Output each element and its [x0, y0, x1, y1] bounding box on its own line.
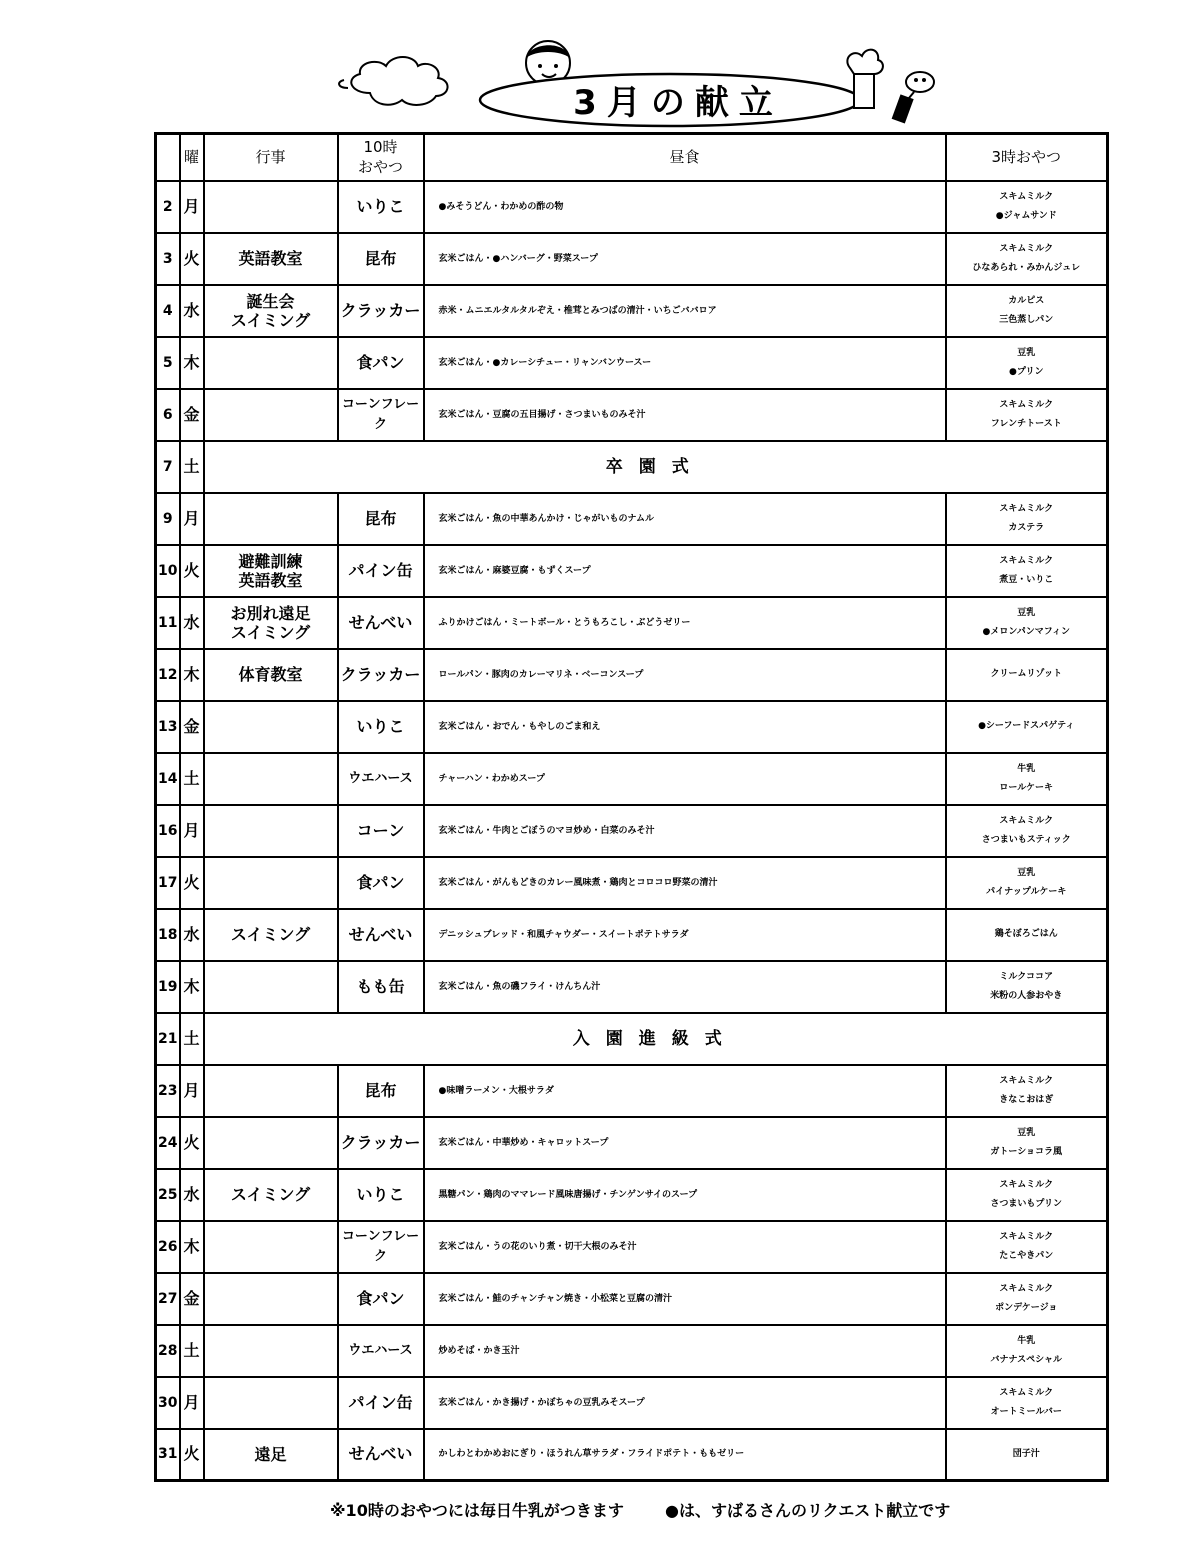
snack3-cell: [946, 181, 1108, 233]
snack10-cell: コーン: [338, 805, 424, 857]
snack3-line: ●シーフードスパゲティ: [978, 721, 1075, 731]
weekday-cell: 土: [180, 1325, 204, 1377]
event-line: 誕生会: [246, 291, 295, 311]
snack10-header: [338, 134, 424, 181]
snack3-line: ひなあられ・みかんジュレ: [972, 262, 1081, 273]
weekday-cell: 水: [180, 909, 204, 961]
date-cell: 27: [156, 1273, 180, 1325]
event-cell: [204, 1429, 338, 1481]
snack10-cell: パイン缶: [338, 545, 424, 597]
snack3-cell: [946, 1273, 1108, 1325]
snack10-cell: せんべい: [338, 909, 424, 961]
weekday-cell: 月: [180, 1065, 204, 1117]
snack3-cell: [946, 285, 1108, 337]
table-row: [156, 1169, 1108, 1221]
lunch-cell: 玄米ごはん・中華炒め・キャロットスープ: [424, 1117, 946, 1169]
snack10-cell: ウエハース: [338, 753, 424, 805]
snack3-line: スキムミルク: [999, 1387, 1054, 1398]
snack10-header-line: 10時: [363, 138, 398, 157]
date-cell: 24: [156, 1117, 180, 1169]
date-cell: 9: [156, 493, 180, 545]
event-cell: [204, 545, 338, 597]
table-row: [156, 857, 1108, 909]
event-cell: [204, 233, 338, 285]
table-row: [156, 1221, 1108, 1273]
snack3-cell: [946, 545, 1108, 597]
snack3-cell: [946, 597, 1108, 649]
menu-table: [154, 132, 1109, 1482]
weekday-cell: 木: [180, 337, 204, 389]
table-header-row: [156, 134, 1108, 181]
lunch-cell: 玄米ごはん・麻婆豆腐・もずくスープ: [424, 545, 946, 597]
snack3-line: 豆乳: [1017, 347, 1036, 358]
table-row: [156, 753, 1108, 805]
lunch-cell: 玄米ごはん・豆腐の五目揚げ・さつまいものみそ汁: [424, 389, 946, 441]
weekday-cell: 月: [180, 805, 204, 857]
date-cell: 11: [156, 597, 180, 649]
table-row: [156, 285, 1108, 337]
event-line: 避難訓練: [238, 551, 303, 571]
snack10-cell: 食パン: [338, 1273, 424, 1325]
event-cell: [204, 1377, 338, 1429]
snack10-cell: いりこ: [338, 1169, 424, 1221]
table-row: [156, 649, 1108, 701]
snack3-line: きなこおはぎ: [999, 1094, 1054, 1105]
event-line: 体育教室: [238, 665, 303, 684]
snack3-line: 米粉の人参おやき: [990, 990, 1063, 1001]
date-cell: 10: [156, 545, 180, 597]
snack3-line: ポンデケージョ: [995, 1302, 1058, 1313]
snack3-cell: [946, 1221, 1108, 1273]
weekday-cell: 水: [180, 1169, 204, 1221]
table-row: [156, 545, 1108, 597]
event-cell: [204, 805, 338, 857]
event-cell: [204, 1117, 338, 1169]
table-row: [156, 597, 1108, 649]
weekday-cell: 月: [180, 181, 204, 233]
snack3-line: 牛乳: [1017, 763, 1036, 774]
event-line: お別れ遠足: [230, 603, 311, 623]
date-cell: 28: [156, 1325, 180, 1377]
event-cell: [204, 285, 338, 337]
event-cell: [204, 649, 338, 701]
snack3-line: パイナップルケーキ: [986, 886, 1067, 897]
snack10-header-line: おやつ: [357, 158, 403, 177]
snack3-cell: [946, 1377, 1108, 1429]
weekday-cell: 土: [180, 753, 204, 805]
snack10-cell: もも缶: [338, 961, 424, 1013]
snack3-cell: [946, 233, 1108, 285]
snack3-line: 豆乳: [1017, 1127, 1036, 1138]
table-row: [156, 441, 1108, 493]
snack3-cell: [946, 961, 1108, 1013]
event-cell: [204, 597, 338, 649]
table-row: [156, 1429, 1108, 1481]
weekday-cell: 土: [180, 1013, 204, 1065]
date-cell: 16: [156, 805, 180, 857]
snack3-line: スキムミルク: [999, 399, 1054, 410]
snack3-line: スキムミルク: [999, 1075, 1054, 1086]
event-cell: [204, 389, 338, 441]
date-cell: 30: [156, 1377, 180, 1429]
weekday-header: 曜: [180, 134, 204, 181]
event-line: 英語教室: [238, 570, 303, 590]
date-cell: 3: [156, 233, 180, 285]
date-cell: 14: [156, 753, 180, 805]
table-row: [156, 493, 1108, 545]
snack3-line: スキムミルク: [999, 503, 1054, 514]
date-cell: 4: [156, 285, 180, 337]
snack10-cell: 食パン: [338, 337, 424, 389]
event-cell: [204, 961, 338, 1013]
snack10-cell: クラッカー: [338, 649, 424, 701]
snack3-line: スキムミルク: [999, 1231, 1054, 1242]
snack3-cell: [946, 805, 1108, 857]
snack10-cell: コーンフレーク: [338, 1221, 424, 1273]
snack10-cell: パイン缶: [338, 1377, 424, 1429]
snack3-line: 三色蒸しパン: [999, 314, 1054, 325]
snack3-cell: [946, 1429, 1108, 1481]
date-cell: 18: [156, 909, 180, 961]
snack3-line: スキムミルク: [999, 191, 1054, 202]
table-row: [156, 1325, 1108, 1377]
snack10-cell: せんべい: [338, 597, 424, 649]
table-row: [156, 181, 1108, 233]
snack3-line: たこやきパン: [999, 1250, 1054, 1261]
date-cell: 26: [156, 1221, 180, 1273]
table-row: [156, 389, 1108, 441]
snack3-line: バナナスペシャル: [990, 1354, 1062, 1365]
snack10-cell: 昆布: [338, 493, 424, 545]
lunch-cell: 玄米ごはん・鮭のチャンチャン焼き・小松菜と豆腐の清汁: [424, 1273, 946, 1325]
snack3-line: フレンチトースト: [990, 418, 1062, 429]
event-cell: [204, 701, 338, 753]
table-row: [156, 1065, 1108, 1117]
event-line: 英語教室: [238, 249, 303, 268]
snack10-cell: せんべい: [338, 1429, 424, 1481]
snack3-line: ●メロンパンマフィン: [982, 626, 1070, 637]
event-cell: [204, 1325, 338, 1377]
snack3-cell: [946, 701, 1108, 753]
lunch-cell: ロールパン・豚肉のカレーマリネ・ベーコンスープ: [424, 649, 946, 701]
date-cell: 17: [156, 857, 180, 909]
lunch-cell: デニッシュブレッド・和風チャウダー・スイートポテトサラダ: [424, 909, 946, 961]
snack3-cell: [946, 649, 1108, 701]
table-row: [156, 1013, 1108, 1065]
snack10-cell: コーンフレーク: [338, 389, 424, 441]
date-cell: 12: [156, 649, 180, 701]
table-row: [156, 1117, 1108, 1169]
snack3-line: ●プリン: [1009, 366, 1044, 377]
weekday-cell: 火: [180, 1429, 204, 1481]
event-cell: [204, 1065, 338, 1117]
snack3-line: スキムミルク: [999, 815, 1054, 826]
footnote-request: ●は、すばるさんのリクエスト献立です: [664, 1501, 951, 1520]
lunch-cell: 玄米ごはん・●カレーシチュー・リャンバンウースー: [424, 337, 946, 389]
event-cell: [204, 337, 338, 389]
snack3-line: さつまいもスティック: [981, 834, 1071, 845]
date-cell: 7: [156, 441, 180, 493]
snack3-line: ミルクココア: [999, 971, 1054, 982]
snack10-cell: 食パン: [338, 857, 424, 909]
weekday-cell: 木: [180, 649, 204, 701]
snack3-line: オートミールバー: [990, 1406, 1062, 1417]
snack3-line: 団子汁: [1012, 1448, 1040, 1459]
date-cell: 31: [156, 1429, 180, 1481]
lunch-cell: 玄米ごはん・うの花のいり煮・切干大根のみそ汁: [424, 1221, 946, 1273]
lunch-cell: 玄米ごはん・●ハンバーグ・野菜スープ: [424, 233, 946, 285]
snack10-cell: ウエハース: [338, 1325, 424, 1377]
date-header: [156, 134, 180, 181]
event-cell: [204, 1273, 338, 1325]
event-cell: [204, 1169, 338, 1221]
event-line: スイミング: [230, 310, 311, 330]
weekday-cell: 火: [180, 857, 204, 909]
date-cell: 5: [156, 337, 180, 389]
table-row: [156, 233, 1108, 285]
date-cell: 23: [156, 1065, 180, 1117]
snack10-cell: いりこ: [338, 701, 424, 753]
lunch-cell: チャーハン・わかめスープ: [424, 753, 946, 805]
event-cell: [204, 181, 338, 233]
event-cell: [204, 909, 338, 961]
date-cell: 2: [156, 181, 180, 233]
page-title: 3月の献立: [573, 82, 783, 123]
event-header: 行事: [204, 134, 338, 181]
snack10-cell: 昆布: [338, 233, 424, 285]
lunch-header: 昼食: [424, 134, 946, 181]
footnote: [330, 1498, 1030, 1522]
lunch-cell: 玄米ごはん・魚の中華あんかけ・じゃがいものナムル: [424, 493, 946, 545]
event-line: 遠足: [254, 1444, 287, 1464]
snack3-cell: [946, 1325, 1108, 1377]
table-row: [156, 337, 1108, 389]
snack3-cell: [946, 909, 1108, 961]
snack3-line: スキムミルク: [999, 243, 1054, 254]
table-row: [156, 701, 1108, 753]
snack3-cell: [946, 337, 1108, 389]
weekday-cell: 月: [180, 1377, 204, 1429]
lunch-cell: 玄米ごはん・かき揚げ・かぼちゃの豆乳みそスープ: [424, 1377, 946, 1429]
event-line: スイミング: [230, 925, 311, 944]
snack3-line: スキムミルク: [999, 555, 1054, 566]
weekday-cell: 月: [180, 493, 204, 545]
weekday-cell: 金: [180, 389, 204, 441]
snack3-line: スキムミルク: [999, 1283, 1054, 1294]
weekday-cell: 土: [180, 441, 204, 493]
snack3-line: 鶏そぼろごはん: [994, 929, 1058, 939]
lunch-cell: 玄米ごはん・魚の磯フライ・けんちん汁: [424, 961, 946, 1013]
snack10-cell: クラッカー: [338, 1117, 424, 1169]
weekday-cell: 火: [180, 545, 204, 597]
event-line: スイミング: [230, 622, 311, 642]
table-row: [156, 1273, 1108, 1325]
snack10-cell: 昆布: [338, 1065, 424, 1117]
snack3-line: 豆乳: [1017, 867, 1036, 878]
weekday-cell: 火: [180, 233, 204, 285]
snack3-line: ロールケーキ: [999, 782, 1054, 793]
lunch-cell: 玄米ごはん・おでん・もやしのごま和え: [424, 701, 946, 753]
snack3-line: 豆乳: [1017, 607, 1036, 618]
lunch-cell: 玄米ごはん・牛肉とごぼうのマヨ炒め・白菜のみそ汁: [424, 805, 946, 857]
ceremony-cell: 入園進級式: [204, 1013, 1108, 1065]
weekday-cell: 金: [180, 701, 204, 753]
snack3-cell: [946, 1169, 1108, 1221]
snack10-cell: クラッカー: [338, 285, 424, 337]
weekday-cell: 火: [180, 1117, 204, 1169]
weekday-cell: 金: [180, 1273, 204, 1325]
date-cell: 13: [156, 701, 180, 753]
snack3-line: さつまいもプリン: [990, 1198, 1063, 1209]
ceremony-cell: 卒園式: [204, 441, 1108, 493]
table-row: [156, 1377, 1108, 1429]
snack3-line: クリームリゾット: [990, 669, 1062, 679]
event-cell: [204, 1221, 338, 1273]
date-cell: 21: [156, 1013, 180, 1065]
event-cell: [204, 753, 338, 805]
snack3-line: ガトーショコラ風: [990, 1146, 1063, 1157]
header-illustration: [330, 38, 950, 128]
weekday-cell: 木: [180, 961, 204, 1013]
date-cell: 19: [156, 961, 180, 1013]
lunch-cell: 赤米・ムニエルタルタルぞえ・椎茸とみつばの清汁・いちごババロア: [424, 285, 946, 337]
lunch-cell: かしわとわかめおにぎり・ほうれん草サラダ・フライドポテト・ももゼリー: [424, 1429, 946, 1481]
snack3-line: 牛乳: [1017, 1335, 1036, 1346]
snack3-cell: [946, 1065, 1108, 1117]
event-cell: [204, 857, 338, 909]
snack3-line: カルピス: [1008, 295, 1045, 306]
event-line: スイミング: [230, 1185, 311, 1204]
snack3-cell: [946, 753, 1108, 805]
table-row: [156, 805, 1108, 857]
lunch-cell: 黒糖パン・鶏肉のママレード風味唐揚げ・チンゲンサイのスープ: [424, 1169, 946, 1221]
event-cell: [204, 493, 338, 545]
lunch-cell: ふりかけごはん・ミートボール・とうもろこし・ぶどうゼリー: [424, 597, 946, 649]
footnote-milk: ※10時のおやつには毎日牛乳がつきます: [330, 1501, 624, 1520]
lunch-cell: 炒めそば・かき玉汁: [424, 1325, 946, 1377]
snack3-line: スキムミルク: [999, 1179, 1054, 1190]
snack3-line: カステラ: [1008, 522, 1045, 533]
weekday-cell: 木: [180, 1221, 204, 1273]
snack3-cell: [946, 1117, 1108, 1169]
lunch-cell: ●みそうどん・わかめの酢の物: [424, 181, 946, 233]
snack3-line: ●ジャムサンド: [995, 210, 1057, 221]
date-cell: 6: [156, 389, 180, 441]
table-row: [156, 909, 1108, 961]
snack3-header: 3時おやつ: [946, 134, 1108, 181]
lunch-cell: 玄米ごはん・がんもどきのカレー風味煮・鶏肉とコロコロ野菜の清汁: [424, 857, 946, 909]
lunch-cell: ●味噌ラーメン・大根サラダ: [424, 1065, 946, 1117]
table-row: [156, 961, 1108, 1013]
snack3-line: 煮豆・いりこ: [999, 574, 1054, 585]
weekday-cell: 水: [180, 597, 204, 649]
snack3-cell: [946, 857, 1108, 909]
snack3-cell: [946, 493, 1108, 545]
snack3-cell: [946, 389, 1108, 441]
date-cell: 25: [156, 1169, 180, 1221]
weekday-cell: 水: [180, 285, 204, 337]
snack10-cell: いりこ: [338, 181, 424, 233]
